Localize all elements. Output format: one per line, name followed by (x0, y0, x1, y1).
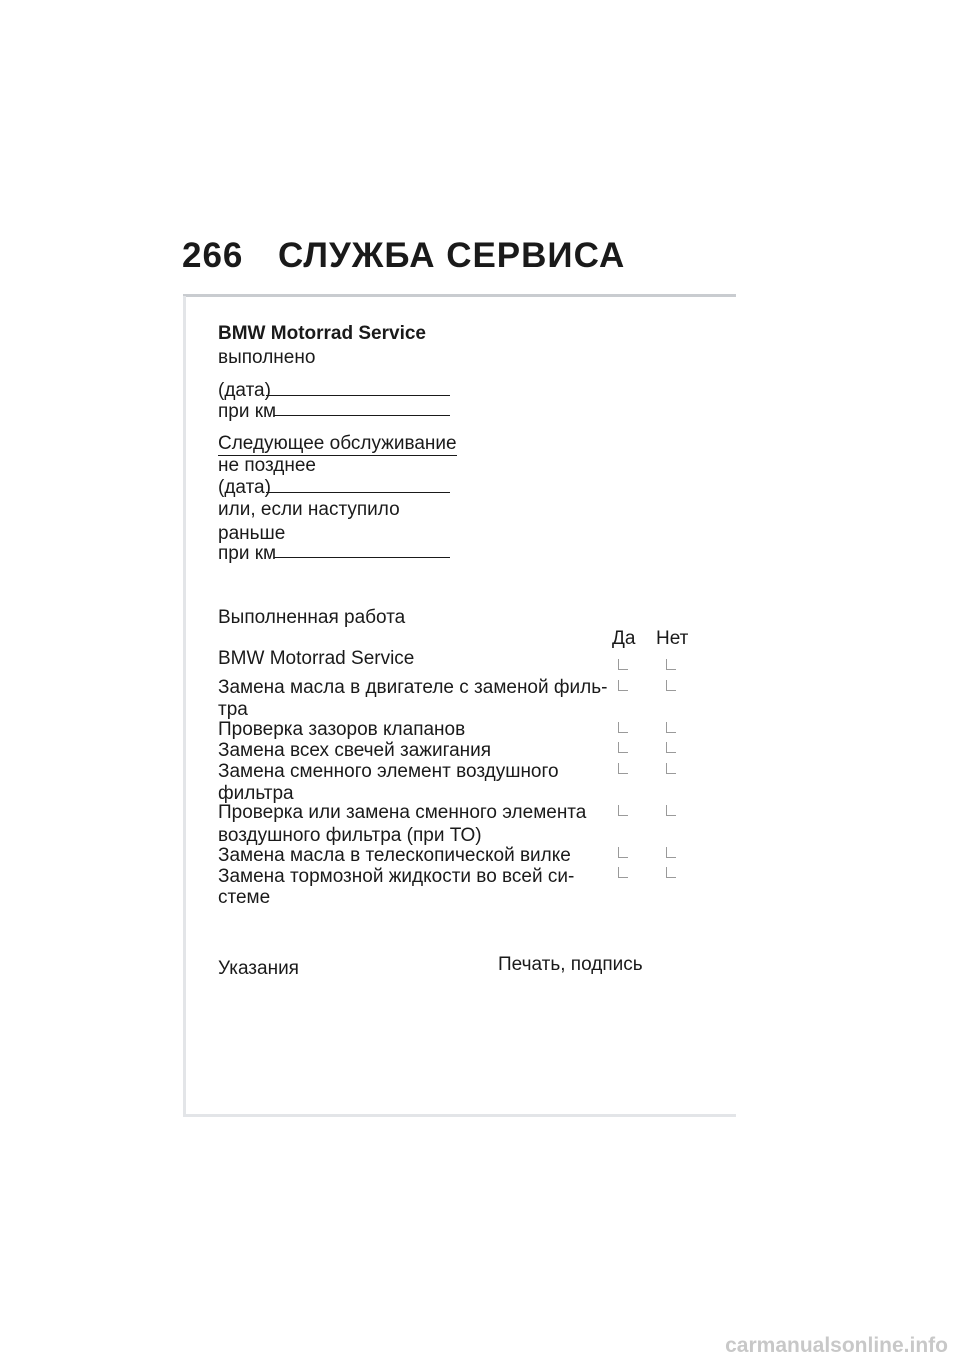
work-item: Замена сменного элемент воздушного (218, 761, 559, 782)
checkbox-no[interactable] (666, 680, 676, 691)
work-item: Проверка или замена сменного элемента (218, 802, 587, 823)
frame-bottom-rule (183, 1114, 736, 1117)
work-item: Замена масла в двигателе с заменой филь- (218, 677, 608, 698)
work-item-continued: тра (218, 699, 248, 720)
checkbox-yes[interactable] (618, 847, 628, 858)
frame-left-rule (183, 296, 186, 1116)
checkbox-no[interactable] (666, 805, 676, 816)
work-item-continued: фильтра (218, 783, 294, 804)
checkbox-yes[interactable] (618, 722, 628, 733)
earlier-label: раньше (218, 523, 286, 544)
work-item: Проверка зазоров клапанов (218, 719, 466, 740)
done-label: выполнено (218, 347, 316, 368)
watermark: carmanualsonline.info (725, 1334, 948, 1357)
checkbox-yes[interactable] (618, 659, 628, 670)
not-later-label: не позднее (218, 455, 316, 476)
work-item-continued: воздушного фильтра (при ТО) (218, 825, 482, 846)
checkbox-no[interactable] (666, 722, 676, 733)
stamp-signature-label: Печать, подпись (498, 954, 643, 975)
checkbox-yes[interactable] (618, 763, 628, 774)
km-label: при км (218, 401, 277, 422)
next-km-label: при км (218, 543, 277, 564)
date-label: (дата) (218, 380, 271, 401)
checkbox-no[interactable] (666, 659, 676, 670)
checkbox-no[interactable] (666, 742, 676, 753)
checkbox-yes[interactable] (618, 867, 628, 878)
next-date-label: (дата) (218, 477, 271, 498)
checkbox-no[interactable] (666, 847, 676, 858)
checkbox-no[interactable] (666, 867, 676, 878)
column-yes: Да (612, 628, 636, 649)
km-field-line[interactable] (274, 415, 450, 416)
header-rule (183, 294, 736, 297)
checkbox-yes[interactable] (618, 680, 628, 691)
checkbox-no[interactable] (666, 763, 676, 774)
work-item: Замена масла в телескопической вилке (218, 845, 571, 866)
work-heading: Выполненная работа (218, 607, 406, 628)
column-no: Нет (656, 628, 689, 649)
date-field-line[interactable] (266, 395, 450, 396)
checkbox-yes[interactable] (618, 805, 628, 816)
page-number: 266 (182, 236, 244, 275)
work-item: Замена всех свечей зажигания (218, 740, 492, 761)
checkbox-yes[interactable] (618, 742, 628, 753)
or-if-label: или, если наступило (218, 499, 400, 520)
work-item: Замена тормозной жидкости во всей си- (218, 866, 575, 887)
next-service-label: Следующее обслуживание (218, 433, 457, 454)
section-title: СЛУЖБА СЕРВИСА (278, 236, 626, 275)
work-item-continued: стеме (218, 887, 271, 908)
work-item: BMW Motorrad Service (218, 648, 415, 669)
notes-label: Указания (218, 958, 299, 979)
service-title: BMW Motorrad Service (218, 323, 426, 344)
next-km-field-line[interactable] (274, 557, 450, 558)
next-date-field-line[interactable] (266, 492, 450, 493)
